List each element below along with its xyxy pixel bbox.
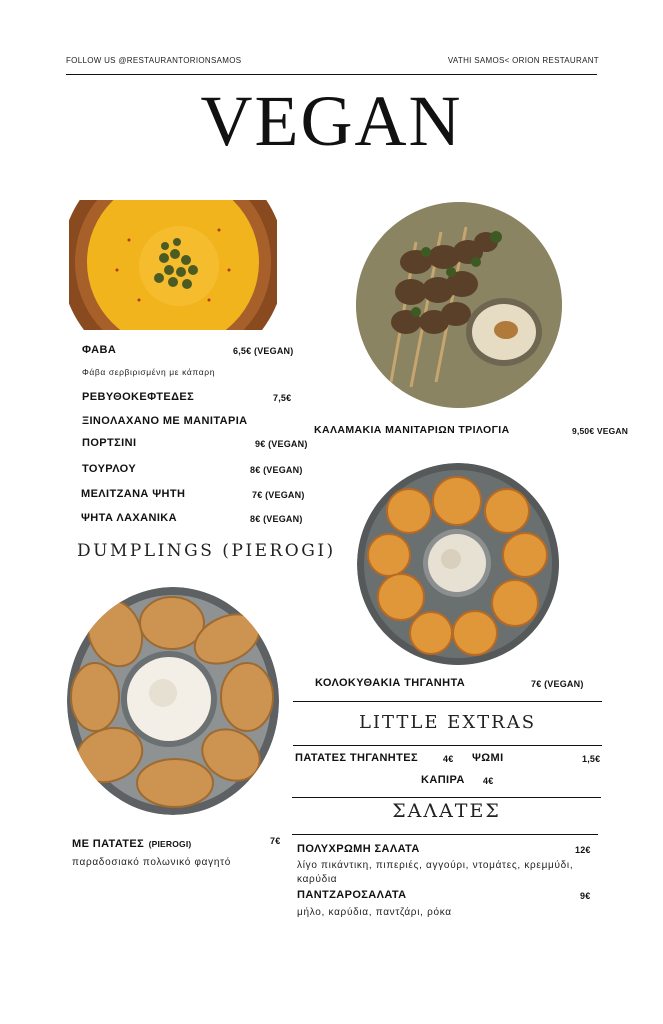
menu-item-sauerkraut-line2: ΠΟΡΤΣΙΝΙ — [82, 437, 137, 449]
pierogi-name: ΜΕ ΠΑΤΑΤΕΣ — [72, 838, 145, 850]
menu-item-eggplant: ΜΕΛΙΤΖΑΝΑ ΨΗΤΗ — [81, 488, 186, 500]
price-mushroom-skewers: 9,50€ VEGAN — [572, 426, 629, 436]
extra-fries: ΠΑΤΑΤΕΣ ΤΗΓΑΝΗΤΕΣ — [295, 752, 418, 764]
extras-top-divider — [293, 701, 602, 702]
zucchini-photo — [357, 463, 560, 666]
desc-salad-colorful-line2: καρύδια — [297, 874, 338, 885]
menu-item-sauerkraut: ΞΙΝΟΛΑΧΑΝΟ ΜΕ ΜΑΝΙΤΑΡΙΑ — [82, 415, 248, 427]
price-tourlou: 8€ (VEGAN) — [250, 465, 303, 475]
extras-heading: LITTLE EXTRAS — [358, 712, 537, 733]
price-salad-beetroot: 9€ — [580, 891, 591, 901]
desc-pierogi: παραδοσιακό πολωνικό φαγητό — [72, 857, 231, 868]
skewers-photo — [356, 202, 562, 408]
price-sauerkraut: 9€ (VEGAN) — [255, 439, 308, 449]
price-pierogi: 7€ — [270, 836, 281, 846]
header-divider — [66, 74, 597, 75]
price-salad-colorful: 12€ — [575, 845, 591, 855]
salads-mid-divider — [292, 834, 598, 835]
extra-kapira: ΚΑΠΙΡΑ — [421, 774, 465, 786]
price-fries: 4€ — [443, 754, 454, 764]
restaurant-location: VATHI SAMOS< ORION RESTAURANT — [447, 56, 599, 65]
price-eggplant: 7€ (VEGAN) — [252, 490, 305, 500]
price-kapira: 4€ — [483, 776, 494, 786]
desc-fava: Φάβα σερβιρισμένη με κάπαρη — [82, 367, 216, 377]
desc-salad-beetroot: μήλο, καρύδια, παντζάρι, ρόκα — [297, 907, 452, 918]
menu-item-chickpea-patties: ΡΕΒΥΘΟΚΕΦΤΕΔΕΣ — [82, 391, 195, 403]
salad-colorful: ΠΟΛΥΧΡΩΜΗ ΣΑΛΑΤΑ — [297, 843, 420, 855]
pierogi-tag: (PIEROGI) — [148, 839, 192, 849]
pierogi-photo — [67, 587, 279, 815]
salads-heading: ΣΑΛΑΤΕΣ — [392, 800, 501, 822]
price-grilled-veg: 8€ (VEGAN) — [250, 514, 303, 524]
menu-item-fried-zucchini: ΚΟΛΟΚΥΘΑΚΙΑ ΤΗΓΑΝΗΤΑ — [315, 677, 466, 689]
menu-item-fava: ΦΑΒΑ — [82, 344, 117, 356]
dumplings-heading: DUMPLINGS (PIEROGI) — [77, 541, 336, 561]
extra-bread: ΨΩΜΙ — [472, 752, 504, 764]
salads-top-divider — [292, 797, 601, 798]
menu-item-mushroom-skewers: ΚΑΛΑΜΑΚΙΑ ΜΑΝΙΤΑΡΙΩΝ ΤΡΙΛΟΓΙΑ — [314, 424, 510, 436]
price-chickpea-patties: 7,5€ — [273, 393, 292, 403]
page-title: VEGAN — [200, 81, 463, 161]
menu-item-pierogi — [72, 834, 191, 852]
fava-photo — [69, 200, 277, 330]
menu-item-grilled-veg: ΨΗΤΑ ΛΑΧΑΝΙΚΑ — [81, 512, 177, 524]
price-fried-zucchini: 7€ (VEGAN) — [531, 679, 584, 689]
salad-beetroot: ΠΑΝΤΖΑΡΟΣΑΛΑΤΑ — [297, 889, 407, 901]
instagram-handle: FOLLOW US @RESTAURANTORIONSAMOS — [66, 56, 242, 65]
price-bread: 1,5€ — [582, 754, 601, 764]
menu-item-tourlou: ΤΟΥΡΛΟΥ — [82, 463, 137, 475]
extras-mid-divider — [293, 745, 602, 746]
price-fava: 6,5€ (VEGAN) — [233, 346, 294, 356]
desc-salad-colorful: λίγο πικάντικη, πιπεριές, αγγούρι, ντομάτες, κρεμμύδι, — [297, 860, 574, 871]
